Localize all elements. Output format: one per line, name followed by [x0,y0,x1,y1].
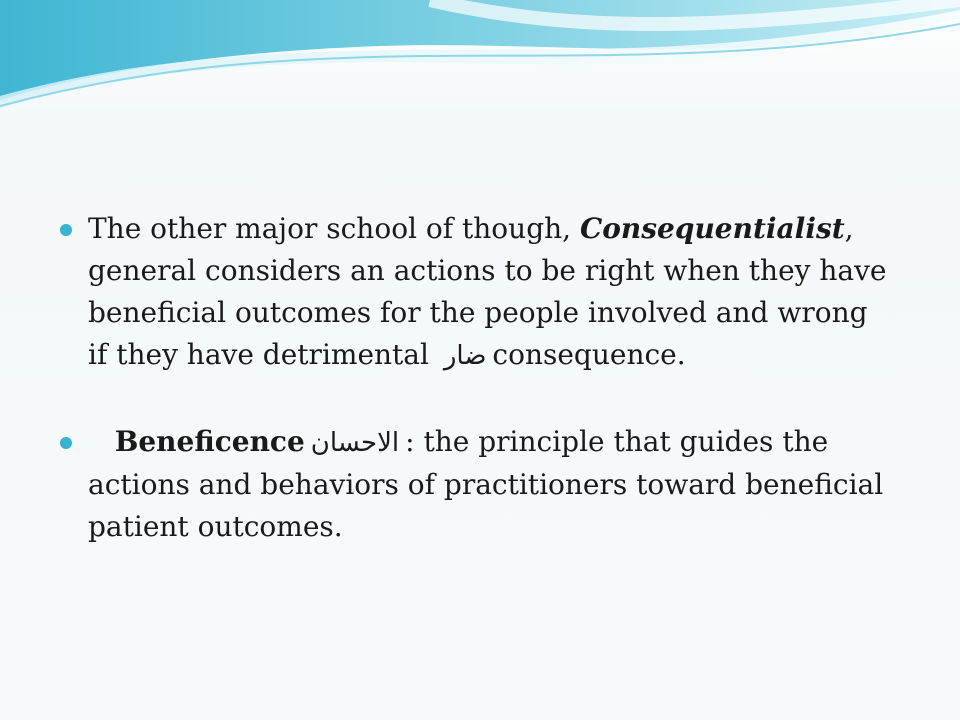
text-segment: consequence. [492,338,686,371]
arabic-term: ضار [443,341,487,371]
bullet-text [88,212,887,371]
term-consequentialist: Consequentialist [579,212,845,245]
text-segment: The other major school of though, [88,212,580,245]
term-beneficence: Beneficence [114,425,305,458]
text-indent [88,425,115,458]
text-segment: , general considers an actions to be right when they have beneficial outcomes for the people involved and wrong if they have detrimental [88,212,887,371]
bullet-dot-icon [60,224,72,236]
slide-body [60,208,890,592]
bullet-text [88,425,883,543]
header-wave-decoration [0,0,960,120]
text-segment: : the principle that guides the actions and behaviors of practitioners toward beneficial patient outcomes. [88,425,884,543]
bullet-item-beneficence [60,421,890,548]
bullet-item-consequentialist [60,208,890,377]
arabic-term: الاحسان [310,428,400,458]
bullet-dot-icon [60,437,72,449]
